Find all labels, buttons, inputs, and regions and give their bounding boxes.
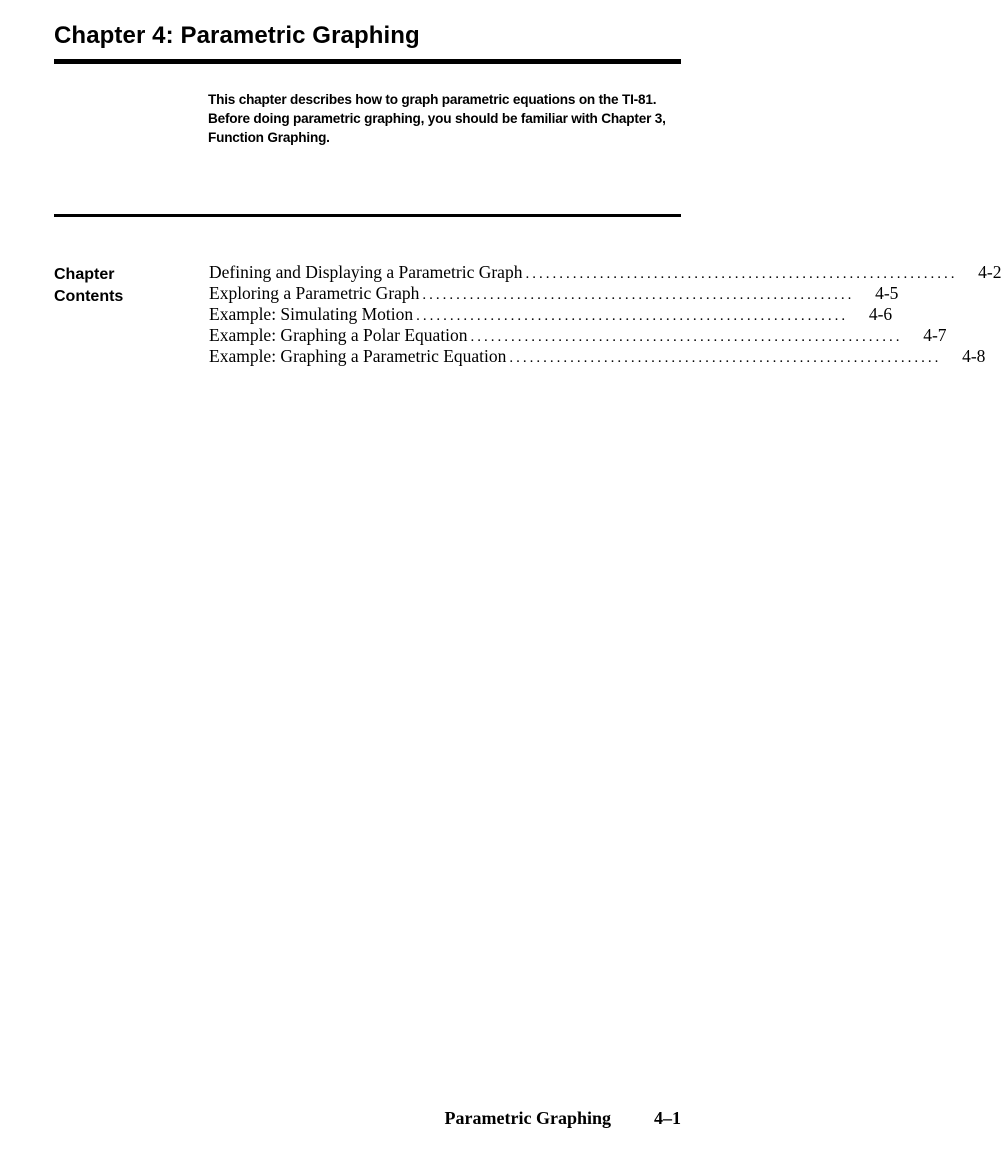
toc-leader-dots: ................................................................ [525, 266, 958, 282]
contents-label-line1: Chapter [54, 266, 115, 283]
toc-entry-title: Defining and Displaying a Parametric Graph [209, 262, 523, 282]
contents-label [54, 264, 123, 308]
chapter-intro: This chapter describes how to graph parametric equations on the TI-81. Before doing parametric graphing, you should be familiar with Chapter 3, Function Graphing. [208, 92, 666, 145]
chapter-title: Chapter 4: Parametric Graphing [54, 22, 420, 49]
table-of-contents [209, 262, 1001, 367]
toc-entry-title: Example: Graphing a Parametric Equation [209, 346, 507, 366]
toc-entry-title: Exploring a Parametric Graph [209, 283, 420, 303]
toc-leader-dots: ................................................................ [509, 350, 942, 366]
toc-entry[interactable] [209, 325, 947, 346]
toc-entry-page: 4-2 [978, 262, 1001, 282]
footer-section-title: Parametric Graphing [444, 1108, 611, 1128]
header-rule [54, 59, 681, 64]
footer-page-number: 4–1 [654, 1108, 681, 1128]
toc-entry[interactable] [209, 346, 986, 367]
toc-entry-page: 4-5 [875, 283, 899, 303]
section-rule [54, 214, 681, 217]
toc-entry[interactable] [209, 304, 893, 325]
toc-leader-dots: ................................................................ [470, 329, 903, 345]
toc-leader-dots: ................................................................ [422, 287, 855, 303]
contents-label-line2: Contents [54, 288, 124, 305]
toc-entry-title: Example: Simulating Motion [209, 304, 414, 324]
toc-entry-page: 4-6 [868, 304, 893, 324]
toc-entry[interactable] [209, 283, 899, 304]
toc-entry[interactable] [209, 262, 1001, 283]
toc-leader-dots: ................................................................ [416, 308, 849, 324]
toc-entry-title: Example: Graphing a Polar Equation [209, 325, 468, 345]
toc-entry-page: 4-7 [923, 325, 947, 345]
toc-entry-page: 4-8 [962, 346, 986, 366]
